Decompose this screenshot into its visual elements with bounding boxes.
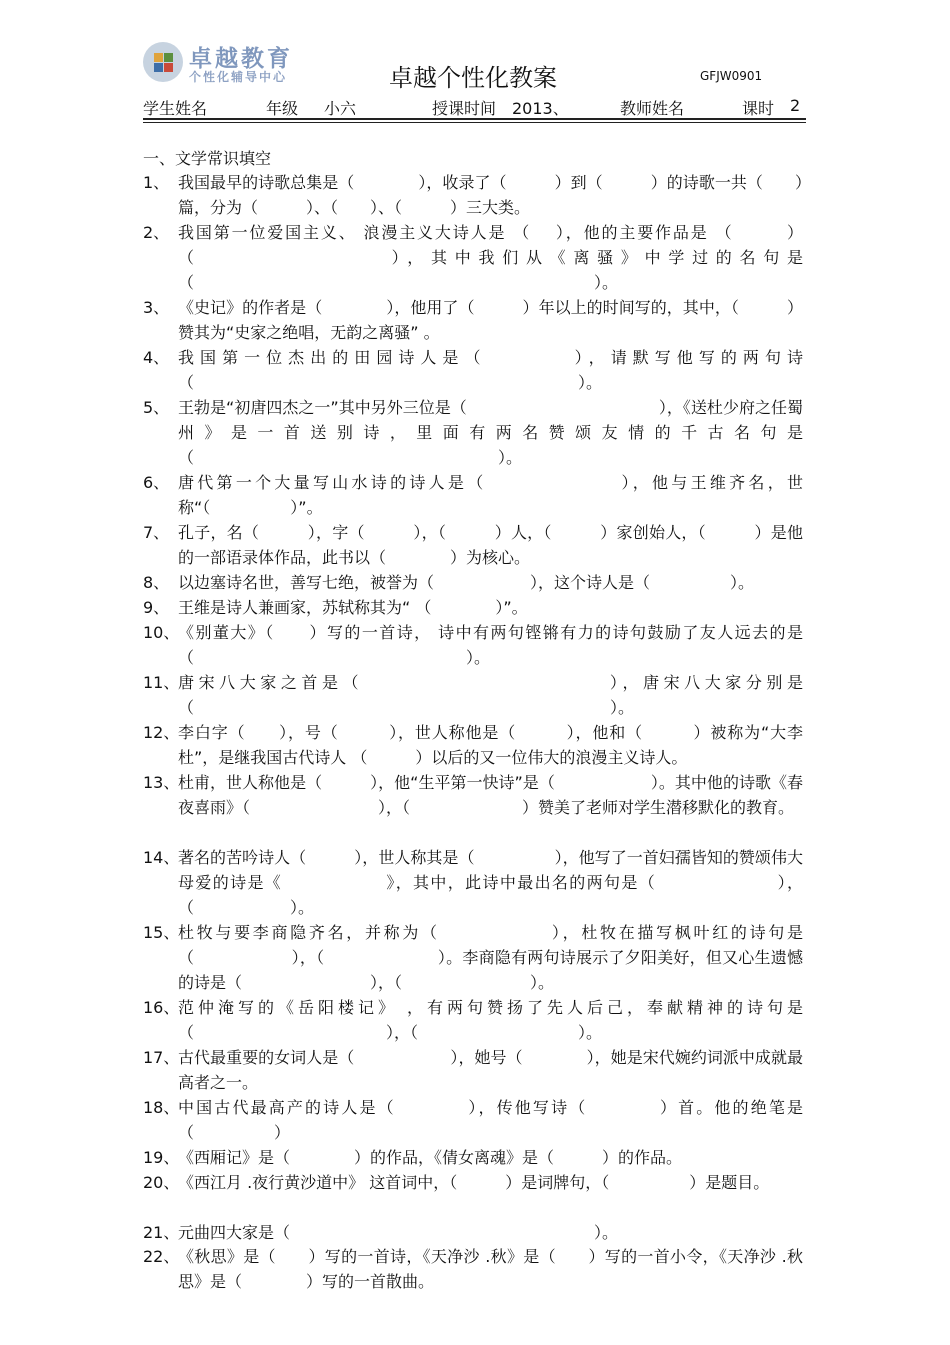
question-text: 古代最重要的女词人是（ ），她号（ ），她是宋代婉约词派中成就最高者之一。 xyxy=(178,1048,803,1092)
question-text: 王维是诗人兼画家，苏轼称其为“ （ ）”。 xyxy=(178,598,528,617)
question-item xyxy=(143,395,803,470)
student-name-label: 学生姓名 xyxy=(143,99,208,118)
lesson-time-value: 2013、 xyxy=(512,99,569,118)
question-item xyxy=(143,295,803,345)
question-item xyxy=(143,1220,803,1245)
period-value: 2 xyxy=(790,96,801,115)
question-number: 15、 xyxy=(143,923,180,942)
logo xyxy=(143,40,325,86)
question-text: 我国第一位杰出的田园诗人是（ ），请默写他写的两句诗（ ）。 xyxy=(178,348,803,392)
question-number: 7、 xyxy=(143,523,170,542)
question-text: 我国最早的诗歌总集是（ ），收录了（ ）到（ ）的诗歌一共（ ）篇，分为（ ）、（ ）、（ ）三大类。 xyxy=(178,173,803,217)
logo-badge-icon xyxy=(143,42,183,82)
question-text: 《西江月 .夜行黄沙道中》 这首词中，（ ）是词牌句，（ ）是题目。 xyxy=(178,1173,770,1192)
question-item xyxy=(143,670,803,720)
question-number: 20、 xyxy=(143,1173,180,1192)
question-item xyxy=(143,845,803,920)
question-item xyxy=(143,920,803,995)
question-number: 19、 xyxy=(143,1148,180,1167)
question-number: 5、 xyxy=(143,398,170,417)
period-label: 课时 xyxy=(742,99,775,118)
question-number: 13、 xyxy=(143,773,180,792)
question-text: 《秋思》是（ ）写的一首诗，《天净沙 .秋》是（ ）写的一首小令，《天净沙 .秋思》是（ ）写的一首散曲。 xyxy=(178,1247,803,1291)
question-text: 唐代第一个大量写山水诗的诗人是（ ），他与王维齐名，世称“（ ）”。 xyxy=(178,473,803,517)
question-item xyxy=(143,1045,803,1095)
question-text: 杜甫，世人称他是（ ），他“生平第一快诗”是（ ）。其中他的诗歌《春夜喜雨》（ ），（ ）赞美了老师对学生潜移默化的教育。 xyxy=(178,773,803,817)
section-title: 一、文学常识填空 xyxy=(143,149,272,168)
question-text: 中国古代最高产的诗人是（ ），传他写诗（ ）首。他的绝笔是（ ） xyxy=(178,1098,803,1142)
question-text: 我国第一位爱国主义、 浪漫主义大诗人是 （ ），他的主要作品是 （ ）（ ），其中我们从《离骚》中学过的名句是（ ）。 xyxy=(178,223,803,292)
question-text: 王勃是“初唐四杰之一”其中另外三位是（ ），《送杜少府之任蜀州》是一首送别诗，里面有两名赞颂友情的千古名句是（ ）。 xyxy=(178,398,803,467)
question-text: 《西厢记》是（ ）的作品，《倩女离魂》是（ ）的作品。 xyxy=(178,1148,683,1167)
question-text: 著名的苦吟诗人（ ），世人称其是（ ），他写了一首妇孺皆知的赞颂伟大母爱的诗是《 》，其中，此诗中最出名的两句是（ ），（ ）。 xyxy=(178,848,803,917)
question-number: 12、 xyxy=(143,723,180,742)
question-item xyxy=(143,595,803,620)
logo-subtitle: 个性化辅导中心 xyxy=(189,70,288,84)
question-text: 以边塞诗名世，善写七绝，被誉为（ ），这个诗人是（ ）。 xyxy=(178,573,755,592)
header-rule-thin xyxy=(143,122,806,123)
question-number: 4、 xyxy=(143,348,170,367)
question-item xyxy=(143,770,803,820)
question-number: 6、 xyxy=(143,473,170,492)
grade-value: 小六 xyxy=(324,99,357,118)
grade-label: 年级 xyxy=(266,99,299,118)
logo-name: 卓越教育 xyxy=(189,46,293,72)
question-number: 18、 xyxy=(143,1098,180,1117)
question-text: 杜牧与要李商隐齐名，并称为（ ），杜牧在描写枫叶红的诗句是（ ），（ ）。李商隐有两句诗展示了夕阳美好，但又心生遗憾的诗是（ ），（ ）。 xyxy=(178,923,803,992)
question-item xyxy=(143,995,803,1045)
question-item xyxy=(143,1244,803,1294)
question-item xyxy=(143,345,803,395)
question-number: 14、 xyxy=(143,848,180,867)
question-text: 《史记》的作者是（ ），他用了（ ）年以上的时间写的，其中，（ ）赞其为“史家之绝唱，无韵之离骚” 。 xyxy=(178,298,803,342)
question-text: 《别董大》（ ）写的一首诗， 诗中有两句铿锵有力的诗句鼓励了友人远去的是（ ）。 xyxy=(178,623,803,667)
question-number: 1、 xyxy=(143,173,170,192)
question-number: 16、 xyxy=(143,998,180,1017)
question-item xyxy=(143,1145,803,1170)
question-number: 3、 xyxy=(143,298,170,317)
question-number: 2、 xyxy=(143,223,170,242)
question-number: 11、 xyxy=(143,673,180,692)
header-rule xyxy=(143,118,806,120)
question-number: 10、 xyxy=(143,623,180,642)
question-item xyxy=(143,170,803,220)
question-item xyxy=(143,570,803,595)
question-item xyxy=(143,520,803,570)
question-item xyxy=(143,720,803,770)
question-item xyxy=(143,220,803,295)
question-text: 孔子，名（ ），字（ ），（ ）人，（ ）家创始人，（ ）是他的一部语录体作品，此书以（ ）为核心。 xyxy=(178,523,803,567)
question-item xyxy=(143,620,803,670)
teacher-name-label: 教师姓名 xyxy=(620,99,685,118)
question-number: 8、 xyxy=(143,573,170,592)
question-text: 李白字（ ），号（ ），世人称他是（ ），他和（ ）被称为“大李杜”，是继我国古代诗人 （ ）以后的又一位伟大的浪漫主义诗人。 xyxy=(178,723,803,767)
question-number: 21、 xyxy=(143,1223,180,1242)
question-item xyxy=(143,1095,803,1145)
lesson-time-label: 授课时间 xyxy=(432,99,497,118)
question-item xyxy=(143,1170,803,1195)
question-number: 9、 xyxy=(143,598,170,617)
question-text: 唐宋八大家之首是（ ），唐宋八大家分别是（ ）。 xyxy=(178,673,803,717)
question-text: 范仲淹写的《岳阳楼记》 ，有两句赞扬了先人后己，奉献精神的诗句是（ ），（ ）。 xyxy=(178,998,803,1042)
question-item xyxy=(143,470,803,520)
document-title: 卓越个性化教案 xyxy=(389,64,557,92)
question-number: 17、 xyxy=(143,1048,180,1067)
document-code: GFJW0901 xyxy=(700,69,763,83)
question-number: 22、 xyxy=(143,1247,180,1266)
question-text: 元曲四大家是（ ）。 xyxy=(178,1223,619,1242)
